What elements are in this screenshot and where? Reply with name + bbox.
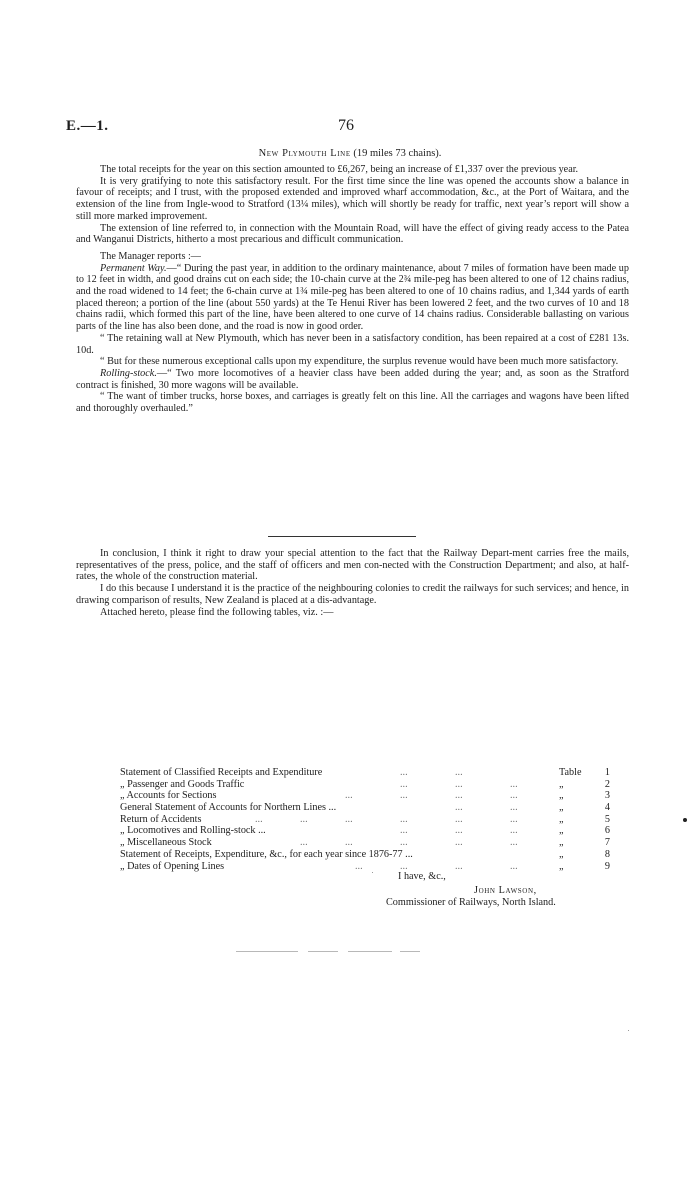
body-upper bbox=[76, 164, 629, 415]
margin-dot bbox=[683, 818, 687, 822]
table-row: ... ... ... ... ... „ Miscellaneous Stock „ 7 bbox=[120, 837, 610, 849]
closing-salutation: I have, &c., bbox=[398, 871, 446, 882]
page-speck bbox=[372, 872, 373, 873]
paragraph-exceptional-calls: “ But for these numerous exceptional calls upon my expenditure, the surplus revenue would have been much more satisfactory. bbox=[100, 356, 619, 368]
tables-list bbox=[120, 767, 610, 872]
section-divider bbox=[268, 536, 416, 537]
print-smudge bbox=[236, 951, 426, 954]
paragraph-rolling-stock bbox=[76, 368, 629, 391]
table-row: ... ... ... ... ... ... Return of Accidents „ 5 bbox=[120, 813, 610, 825]
table-row: ... ... ... „ Locomotives and Rolling-stock ... „ 6 bbox=[120, 825, 610, 837]
rolling-stock-label: Rolling-stock. bbox=[100, 367, 157, 379]
paragraph-manager-reports: The Manager reports :— bbox=[100, 250, 201, 262]
page-speck bbox=[628, 1030, 629, 1031]
paragraph-extension: The extension of line referred to, in connection with the Mountain Road, will have the effect of giving ready access to the Patea and Wanganui Districts, hitherto a most precarious and difficult communication. bbox=[76, 222, 629, 246]
section-title bbox=[0, 148, 700, 159]
signature-name: John Lawson, bbox=[474, 885, 537, 896]
signature-title: Commissioner of Railways, North Island. bbox=[386, 897, 556, 908]
section-title-sub: (19 miles 73 chains). bbox=[353, 148, 442, 159]
table-row: ... ... General Statement of Accounts for Northern Lines ... „ 4 bbox=[120, 802, 610, 814]
section-title-name: New Plymouth Line bbox=[258, 148, 351, 159]
document-code: E.—1. bbox=[66, 118, 109, 134]
rolling-stock-text: —“ Two more locomotives of a heavier class have been added during the year; and, as soon as the Stratford contract is finished, 30 more wagons will be available. bbox=[76, 367, 629, 391]
permanent-way-label: Permanent Way. bbox=[100, 262, 167, 274]
permanent-way-text: —“ During the past year, in addition to the ordinary maintenance, about 7 miles of formation have been made up to 12 feet in width, and good drains cut on each side; the 10-chain curve at the 2¾ mile-peg has been altered to one of 12 chains radius, and the road widened to 14 feet; the 6-chain curve at 1¾ mile-peg has been altered to one of 10 chains radius, and 1,344 yards of earth placed thereon; a portion of the line (about 550 yards) at the Te Henui River has been lowered 2 feet, and the two curves of 10 and 18 chains radii, which formed this part of the line, have been altered to one curve of 14 chains radius. Considerable ballasting on various parts of the line has also been done, and the road is now in good order. bbox=[76, 262, 629, 333]
paragraph-total-receipts: The total receipts for the year on this section amounted to £6,267, being an increase of £1,337 over the previous year. bbox=[100, 164, 579, 175]
table-row: ... ... ... „ Passenger and Goods Traffic „ 2 bbox=[120, 778, 610, 790]
paragraph-attached: Attached hereto, please find the following tables, viz. :— bbox=[100, 606, 334, 618]
table-row: ... ... Statement of Classified Receipts and Expenditure Table 1 bbox=[120, 767, 610, 778]
table-row: Statement of Receipts, Expenditure, &c., for each year since 1876-77 ... „ 8 bbox=[120, 848, 610, 860]
paragraph-conclusion: In conclusion, I think it right to draw your special attention to the fact that the Railway Depart-ment carries free the mails, representatives of the press, police, and the staff of officers and men con-nected with the Construction Department; and also, at half-rates, the whole of the construction material. bbox=[76, 548, 629, 583]
paragraph-retaining-wall: “ The retaining wall at New Plymouth, which has never been in a satisfactory condition, has been repaired at a cost of £281 13s. 10d. bbox=[76, 332, 629, 356]
paragraph-timber-trucks: “ The want of timber trucks, horse boxes, and carriages is greatly felt on this line. All the carriages and wagons have been lifted and thoroughly overhauled.” bbox=[76, 391, 629, 415]
page-number: 76 bbox=[338, 117, 354, 134]
table-row: ... ... ... ... „ Dates of Opening Lines „ 9 bbox=[120, 860, 610, 872]
table-row: ... ... ... ... „ Accounts for Sections „ 3 bbox=[120, 790, 610, 802]
body-lower bbox=[76, 548, 629, 618]
paragraph-gratifying-result: It is very gratifying to note this satisfactory result. For the first time since the line was opened the accounts show a balance in favour of receipts; and I trust, with the proposed extended and improved wharf accommodation, &c., at the Port of Waitara, and the extension of the line from Ingle-wood to Stratford (13¼ miles), which will shortly be ready for traffic, next year’s report will show a still more marked improvement. bbox=[76, 175, 629, 222]
paragraph-permanent-way bbox=[76, 263, 629, 333]
paragraph-practice: I do this because I understand it is the practice of the neighbouring colonies to credit the railways for such services; and hence, in drawing comparison of results, New Zealand is placed at a dis-advantage. bbox=[76, 583, 629, 606]
